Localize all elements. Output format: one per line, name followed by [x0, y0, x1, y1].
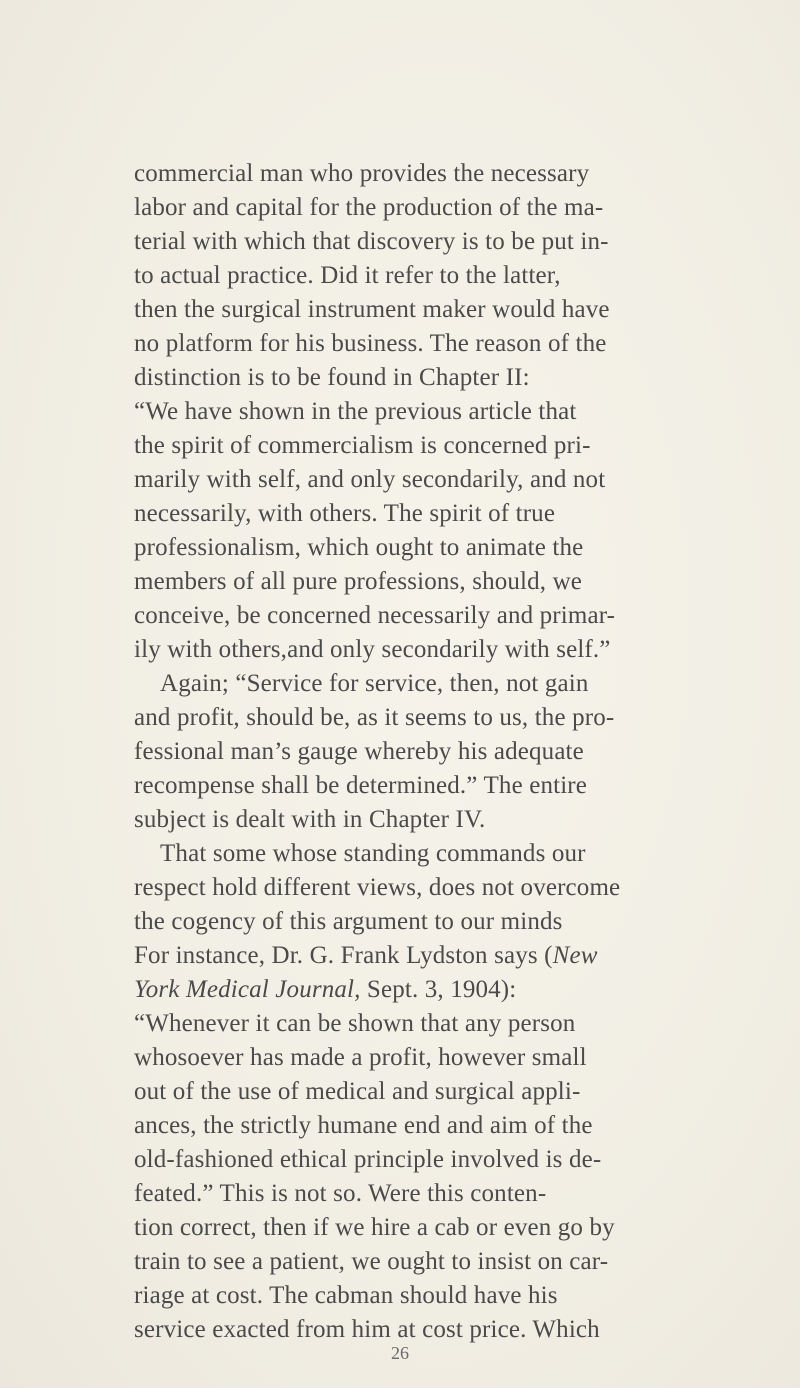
- paragraph-start-line: Again; “Service for service, then, not gain: [160, 670, 589, 697]
- text-line: labor and capital for the production of the ma-: [134, 194, 604, 221]
- text-line: feated.” This is not so. Were this conten-: [134, 1180, 547, 1207]
- text-line: “Whenever it can be shown that any person: [134, 1010, 576, 1037]
- text-line: necessarily, with others. The spirit of true: [134, 500, 556, 527]
- citation-line: [134, 939, 734, 973]
- paragraph-start-line: That some whose standing commands our: [160, 840, 586, 867]
- text-line: train to see a patient, we ought to insist on car-: [134, 1248, 609, 1275]
- text-line: “We have shown in the previous article that: [134, 398, 577, 425]
- text-line: out of the use of medical and surgical appli-: [134, 1078, 581, 1105]
- text-line: tion correct, then if we hire a cab or even go by: [134, 1214, 615, 1241]
- text-line: to actual practice. Did it refer to the latter,: [134, 262, 561, 289]
- text-line: ances, the strictly humane end and aim of the: [134, 1112, 593, 1139]
- text-line: terial with which that discovery is to be put in-: [134, 228, 609, 255]
- text-line: ily with others,and only secondarily with self.”: [134, 636, 611, 663]
- text-line: conceive, be concerned necessarily and primar-: [134, 602, 616, 629]
- text-line: recompense shall be determined.” The entire: [134, 772, 588, 799]
- text-line: subject is dealt with in Chapter IV.: [134, 806, 486, 833]
- body-text: [134, 157, 734, 1347]
- citation-date-text: Sept. 3, 1904):: [360, 976, 517, 1003]
- text-line: service exacted from him at cost price. Which: [134, 1316, 600, 1343]
- journal-title-italic: York Medical Journal,: [134, 976, 361, 1003]
- text-line: and profit, should be, as it seems to us, the pro-: [134, 704, 615, 731]
- journal-title-italic: New: [552, 942, 598, 969]
- text-line: no platform for his business. The reason of the: [134, 330, 607, 357]
- page-number: 26: [391, 1343, 409, 1363]
- text-line: respect hold different views, does not overcome: [134, 874, 621, 901]
- text-line: then the surgical instrument maker would have: [134, 296, 610, 323]
- citation-lead-text: For instance, Dr. G. Frank Lydston says (: [134, 942, 553, 969]
- citation-line: [134, 973, 734, 1007]
- text-line: distinction is to be found in Chapter II:: [134, 364, 530, 391]
- text-line: old-fashioned ethical principle involved is de-: [134, 1146, 602, 1173]
- text-line: marily with self, and only secondarily, and not: [134, 466, 606, 493]
- text-line: commercial man who provides the necessary: [134, 160, 590, 187]
- text-line: the cogency of this argument to our minds: [134, 908, 563, 935]
- text-line: fessional man’s gauge whereby his adequate: [134, 738, 584, 765]
- text-line: riage at cost. The cabman should have his: [134, 1282, 558, 1309]
- text-line: whosoever has made a profit, however small: [134, 1044, 587, 1071]
- text-line: professionalism, which ought to animate the: [134, 534, 584, 561]
- text-line: the spirit of commercialism is concerned pri-: [134, 432, 591, 459]
- text-line: members of all pure professions, should, we: [134, 568, 583, 595]
